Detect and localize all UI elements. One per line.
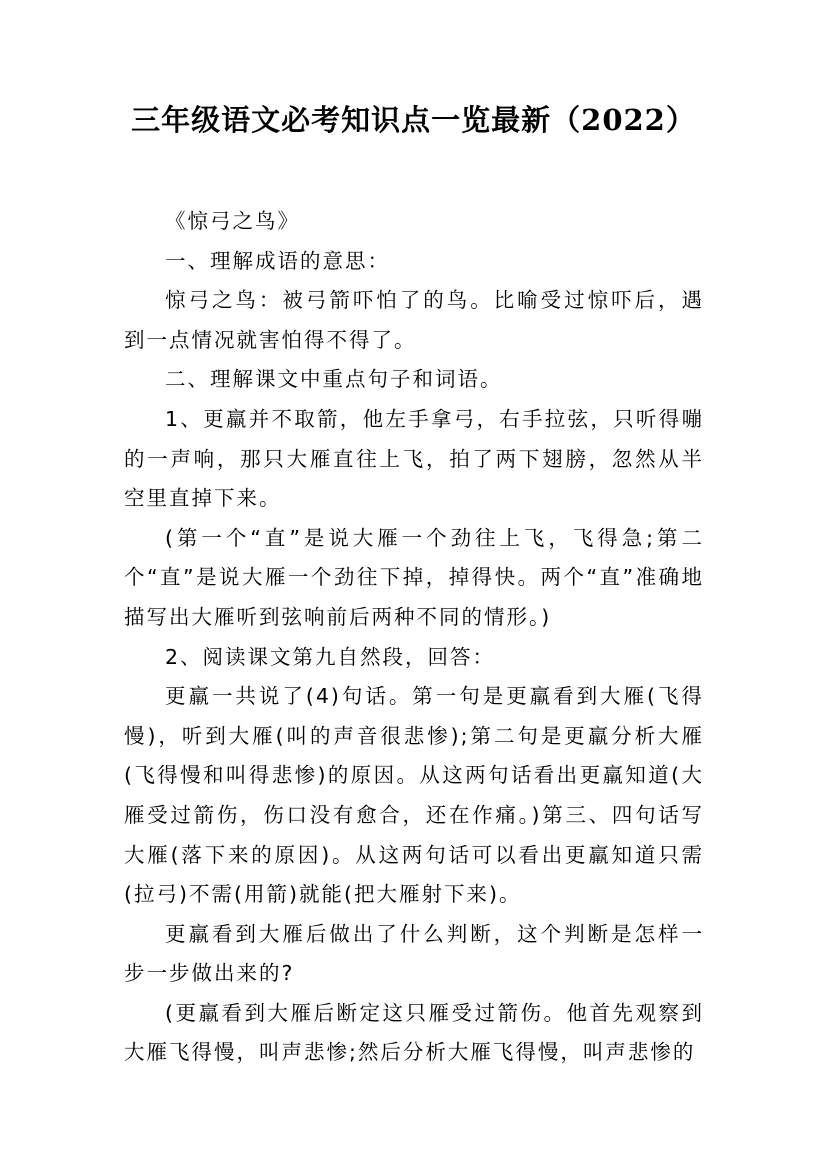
page-title: 三年级语文必考知识点一览最新（2022） — [131, 103, 696, 137]
paragraph: 更羸看到大雁后做出了什么判断，这个判断是怎样一步一步做出来的? — [124, 921, 704, 986]
paragraph: 惊弓之鸟：被弓箭吓怕了的鸟。比喻受过惊吓后，遇到一点情况就害怕得不得了。 — [124, 288, 704, 352]
paragraph: 一、理解成语的意思： — [165, 248, 390, 273]
paragraph: 《惊弓之鸟》 — [165, 209, 300, 233]
paragraph: (第一个“直”是说大雁一个劲往上飞，飞得急;第二个“直”是说大雁一个劲往下掉，掉得快。两个“直”准确地描写出大雁听到弦响前后两种不同的情形。) — [124, 525, 704, 629]
document-body — [124, 202, 704, 1073]
paragraph: 1、更羸并不取箭，他左手拿弓，右手拉弦，只听得嘣的一声响，那只大雁直往上飞，拍了两下翅膀，忽然从半空里直掉下来。 — [124, 406, 704, 511]
paragraph: (更羸看到大雁后断定这只雁受过箭伤。他首先观察到大雁飞得慢，叫声悲惨;然后分析大雁飞得慢，叫声悲惨的 — [124, 1000, 704, 1065]
paragraph: 2、阅读课文第九自然段，回答： — [165, 644, 496, 669]
paragraph: 二、理解课文中重点句子和词语。 — [165, 367, 503, 392]
paragraph: 更羸一共说了(4)句话。第一句是更羸看到大雁(飞得慢)，听到大雁(叫的声音很悲惨);第二句是更羸分析大雁(飞得慢和叫得悲惨)的原因。从这两句话看出更羸知道(大雁受过箭伤，伤口没有愈合，还在作痛。)第三、四句话写大雁(落下来的原因)。从这两句话可以看出更羸知道只需(拉弓)不需(用箭)就能(把大雁射下来)。 — [124, 684, 704, 907]
